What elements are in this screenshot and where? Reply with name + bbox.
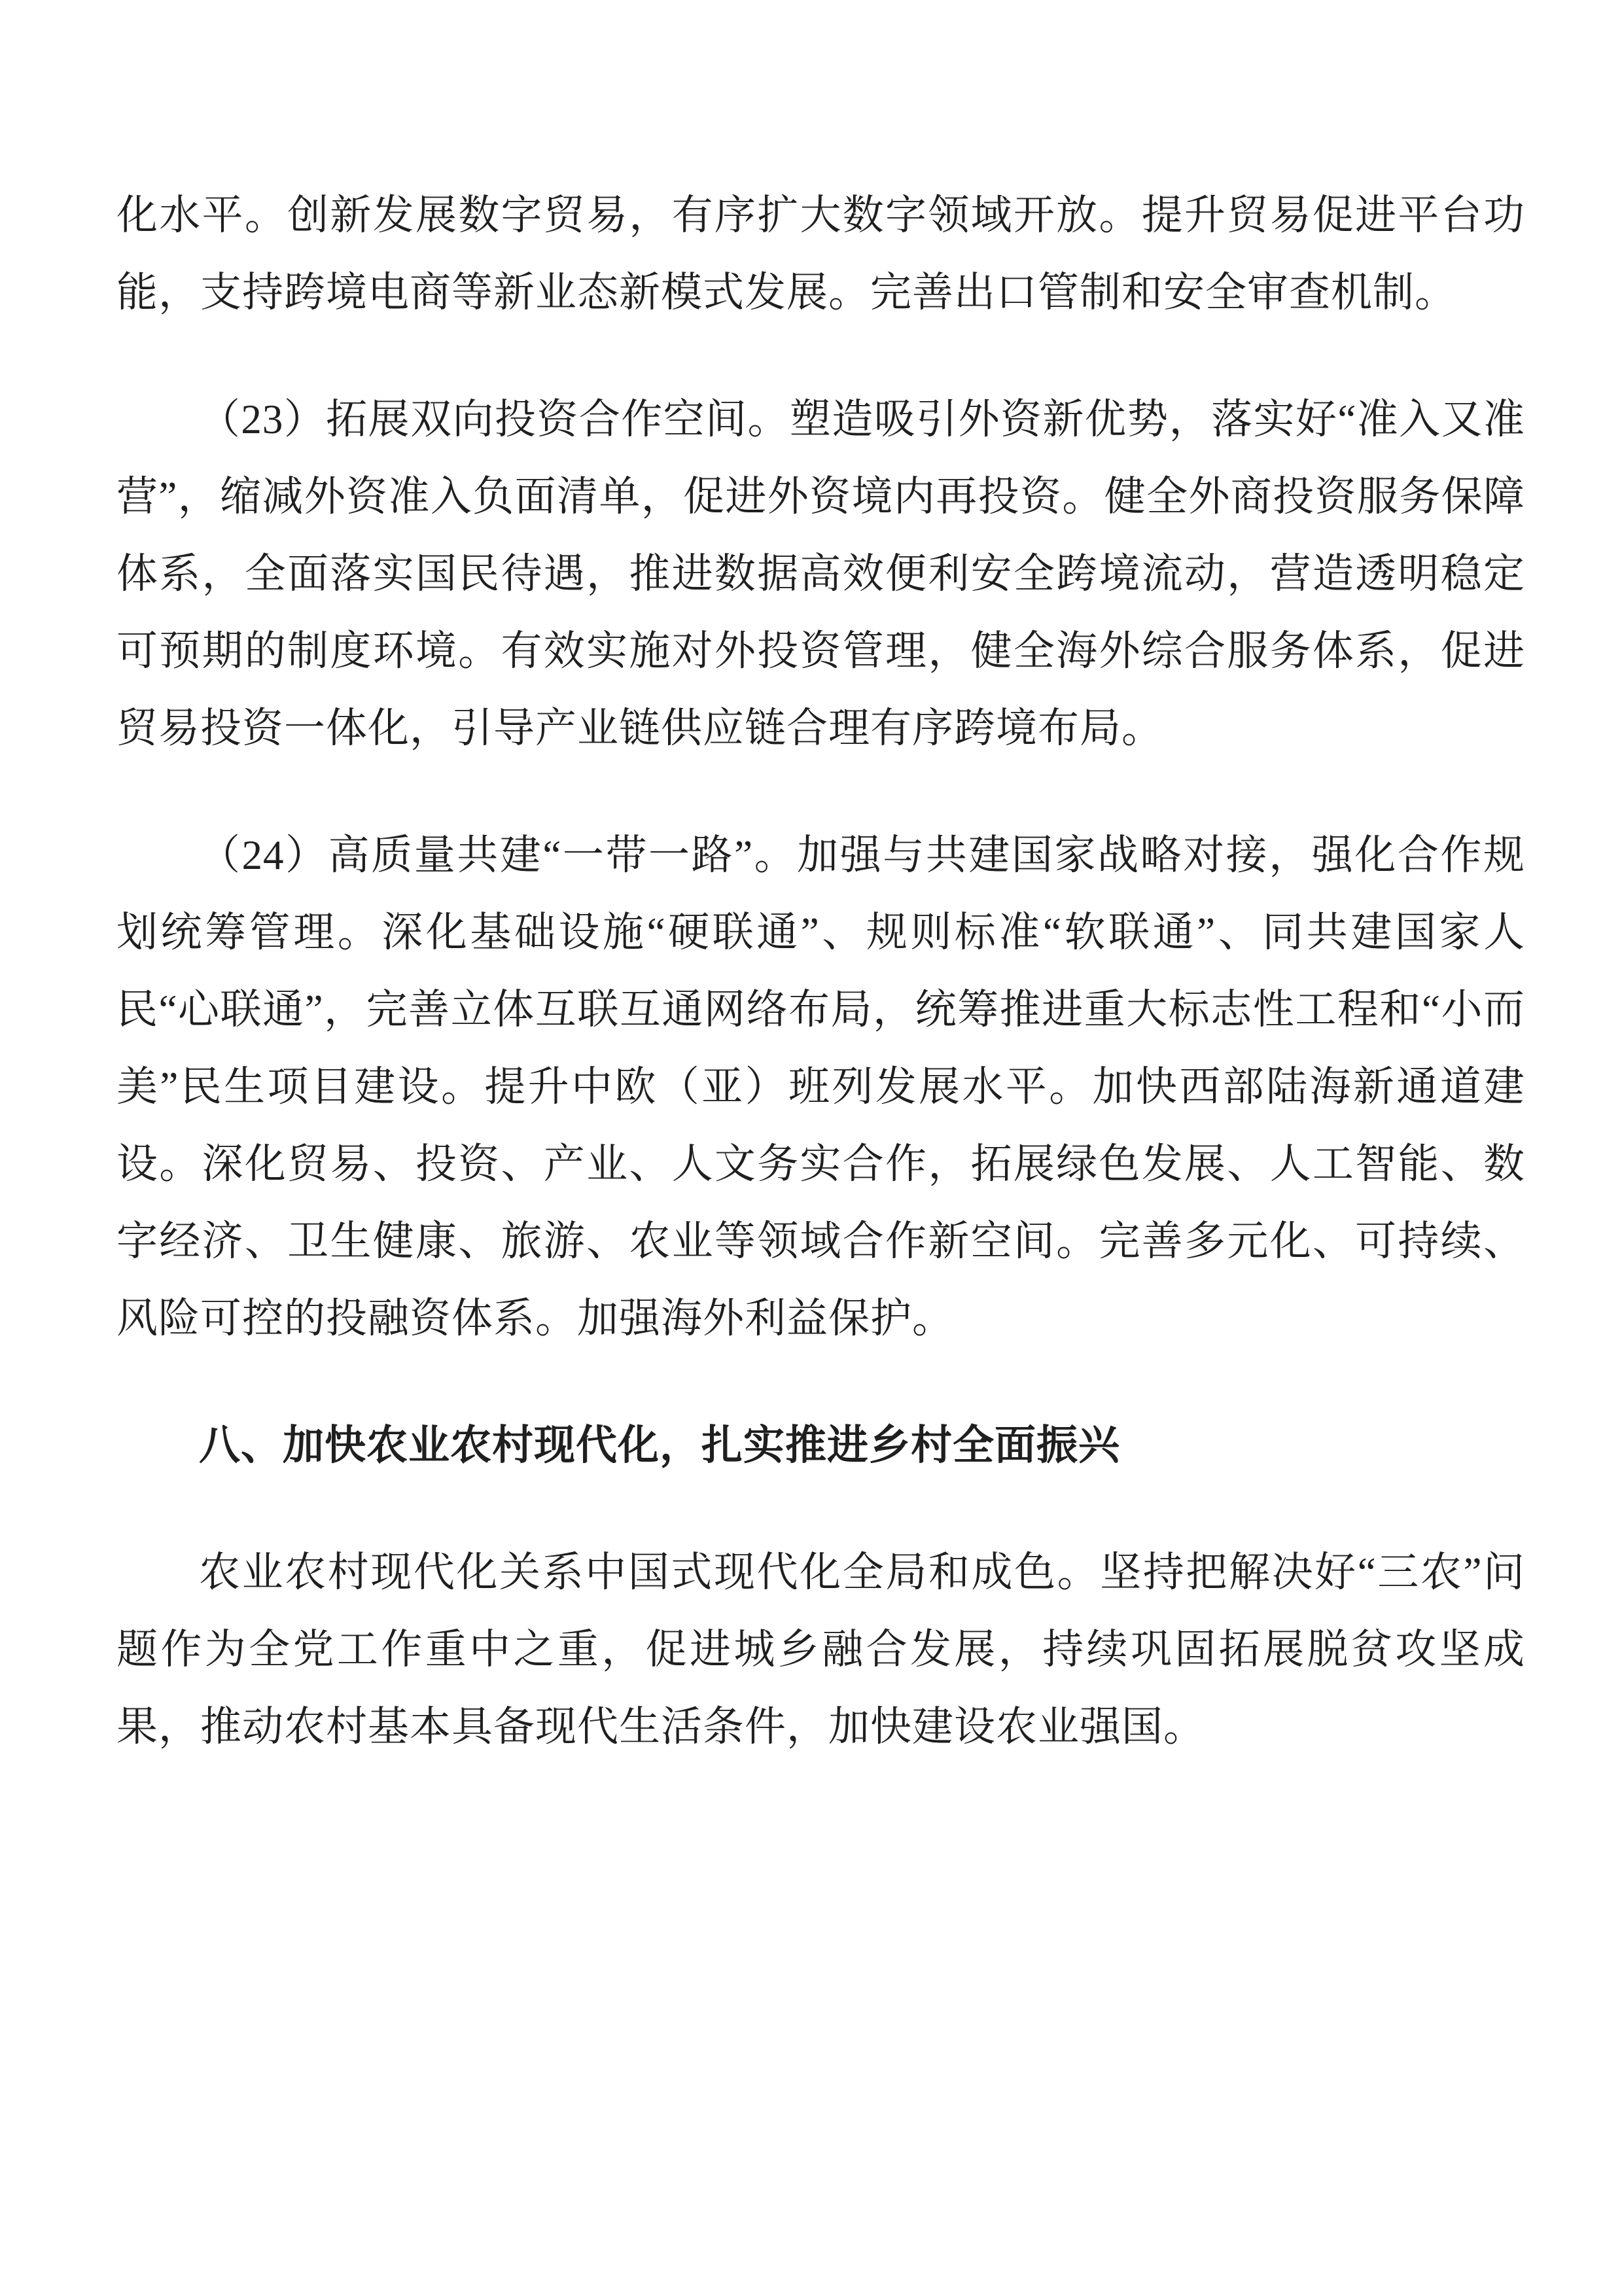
paragraph-24-belt-and-road: （24）高质量共建“一带一路”。加强与共建国家战略对接，强化合作规划统筹管理。深化基础设施“硬联通”、规则标准“软联通”、同共建国家人民“心联通”，完善立体互联互通网络布局，统筹推进重大标志性工程和“小而美”民生项目建设。提升中欧（亚）班列发展水平。加快西部陆海新通道建设。深化贸易、投资、产业、人文务实合作，拓展绿色发展、人工智能、数字经济、卫生健康、旅游、农业等领域合作新空间。完善多元化、可持续、风险可控的投融资体系。加强海外利益保护。 [116, 832, 1525, 1341]
paragraph-agriculture-modernization: 农业农村现代化关系中国式现代化全局和成色。坚持把解决好“三农”问题作为全党工作重中之重，促进城乡融合发展，持续巩固拓展脱贫攻坚成果，推动农村基本具备现代生活条件，加快建设农业强国。 [116, 1549, 1525, 1750]
section-heading-8-rural-revitalization: 八、加快农业农村现代化，扎实推进乡村全面振兴 [199, 1422, 1120, 1468]
paragraph-23-investment-cooperation: （23）拓展双向投资合作空间。塑造吸引外资新优势，落实好“准入又准营”，缩减外资准入负面清单，促进外资境内再投资。健全外商投资服务保障体系，全面落实国民待遇，推进数据高效便利安全跨境流动，营造透明稳定可预期的制度环境。有效实施对外投资管理，健全海外综合服务体系，促进贸易投资一体化，引导产业链供应链合理有序跨境布局。 [116, 397, 1525, 751]
paragraph-trade-continuation: 化水平。创新发展数字贸易，有序扩大数字领域开放。提升贸易促进平台功能，支持跨境电商等新业态新模式发展。完善出口管制和安全审查机制。 [116, 192, 1525, 315]
